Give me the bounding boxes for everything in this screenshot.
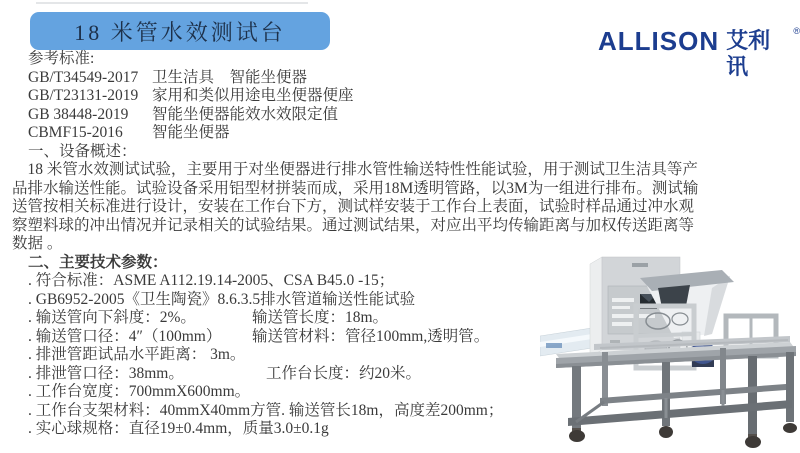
overview-heading: 一、设备概述： xyxy=(28,142,137,160)
standard-code: GB/T23131-2019 xyxy=(28,87,139,104)
registered-trademark-icon: ® xyxy=(793,26,800,36)
test-bench-illustration xyxy=(540,248,800,448)
standard-row xyxy=(28,69,788,88)
parameters-heading: 二、主要技术参数： xyxy=(28,253,168,271)
parameter-left: . 输送管口径：4″（100mm） xyxy=(28,327,222,345)
overview-line: 18 米管水效测试试验，主要用于对坐便器进行排水管性输送特性性能试验，用于测试卫生洁具等产 xyxy=(12,161,698,178)
parameter-left: . 实心球规格：直径19±0.4mm，质量3.0±0.1g xyxy=(28,420,329,437)
standard-name: 智能坐便器能效水效限定值 xyxy=(152,105,339,123)
casters xyxy=(569,423,797,448)
logo-latin-text: ALLISON xyxy=(598,26,720,56)
overview-line: 品排水输送性能。试验设备采用铝型材拼装而成，采用18M透明管路，以3M为一组进行排布。测试输 xyxy=(12,179,699,197)
parameter-right: 工作台长度：约20米。 xyxy=(266,364,422,382)
standard-code: CBMF15-2016 xyxy=(28,124,123,141)
parameter-right: 输送管材料：管径100mm,透明管。 xyxy=(252,327,490,345)
standards-heading: 参考标准: xyxy=(28,50,95,67)
standard-row xyxy=(28,87,788,106)
standard-code: GB/T34549-2017 xyxy=(28,68,139,86)
standard-code: GB 38448-2019 xyxy=(28,105,129,123)
standard-name: 家用和类似用途电坐便器便座 xyxy=(152,87,354,104)
parameter-left: . 工作台支架材料：40mmX40mm方管. 输送管长18m，高度差200mm； xyxy=(28,401,504,419)
parameter-left: . GB6952-2005《卫生陶瓷》8.6.3.5排水管道输送性能试验 xyxy=(28,290,416,308)
parameter-left: . 输送管向下斜度：2%。 xyxy=(28,309,196,326)
page-title: 18 米管水效测试台 xyxy=(74,19,286,45)
overview-line: 送管按相关标准进行设计，安装在工作台下方，测试样安装于工作台上表面，试验时样品通过冲水观 xyxy=(12,198,695,215)
overview-paragraph xyxy=(12,161,788,254)
parameter-left: . 符合标准：ASME A112.19.14-2005、CSA B45.0 -15； xyxy=(28,272,395,289)
overview-line: 数据 。 xyxy=(12,235,63,252)
logo-cjk-text: 艾利讯 xyxy=(726,28,771,79)
standard-name: 卫生洁具 智能坐便器 xyxy=(152,68,308,86)
equipment-photo xyxy=(540,248,800,448)
standard-row xyxy=(28,106,788,125)
overview-line: 察塑料球的冲出情况并记录相关的试验结果。通过测试结果，对应出平均传输距离与加权传送距离等 xyxy=(12,216,695,234)
standard-row xyxy=(28,124,788,143)
parameter-left: . 工作台宽度：700mmX600mm。 xyxy=(28,383,251,400)
top-divider xyxy=(36,2,308,4)
parameter-right: 输送管长度：18m。 xyxy=(252,309,389,326)
standard-name: 智能坐便器 xyxy=(152,124,230,141)
parameter-left: . 排泄管口径：38mm。 xyxy=(28,364,184,382)
title-banner xyxy=(30,12,330,50)
parameter-left: . 排泄管距试品水平距离： 3m。 xyxy=(28,346,246,363)
